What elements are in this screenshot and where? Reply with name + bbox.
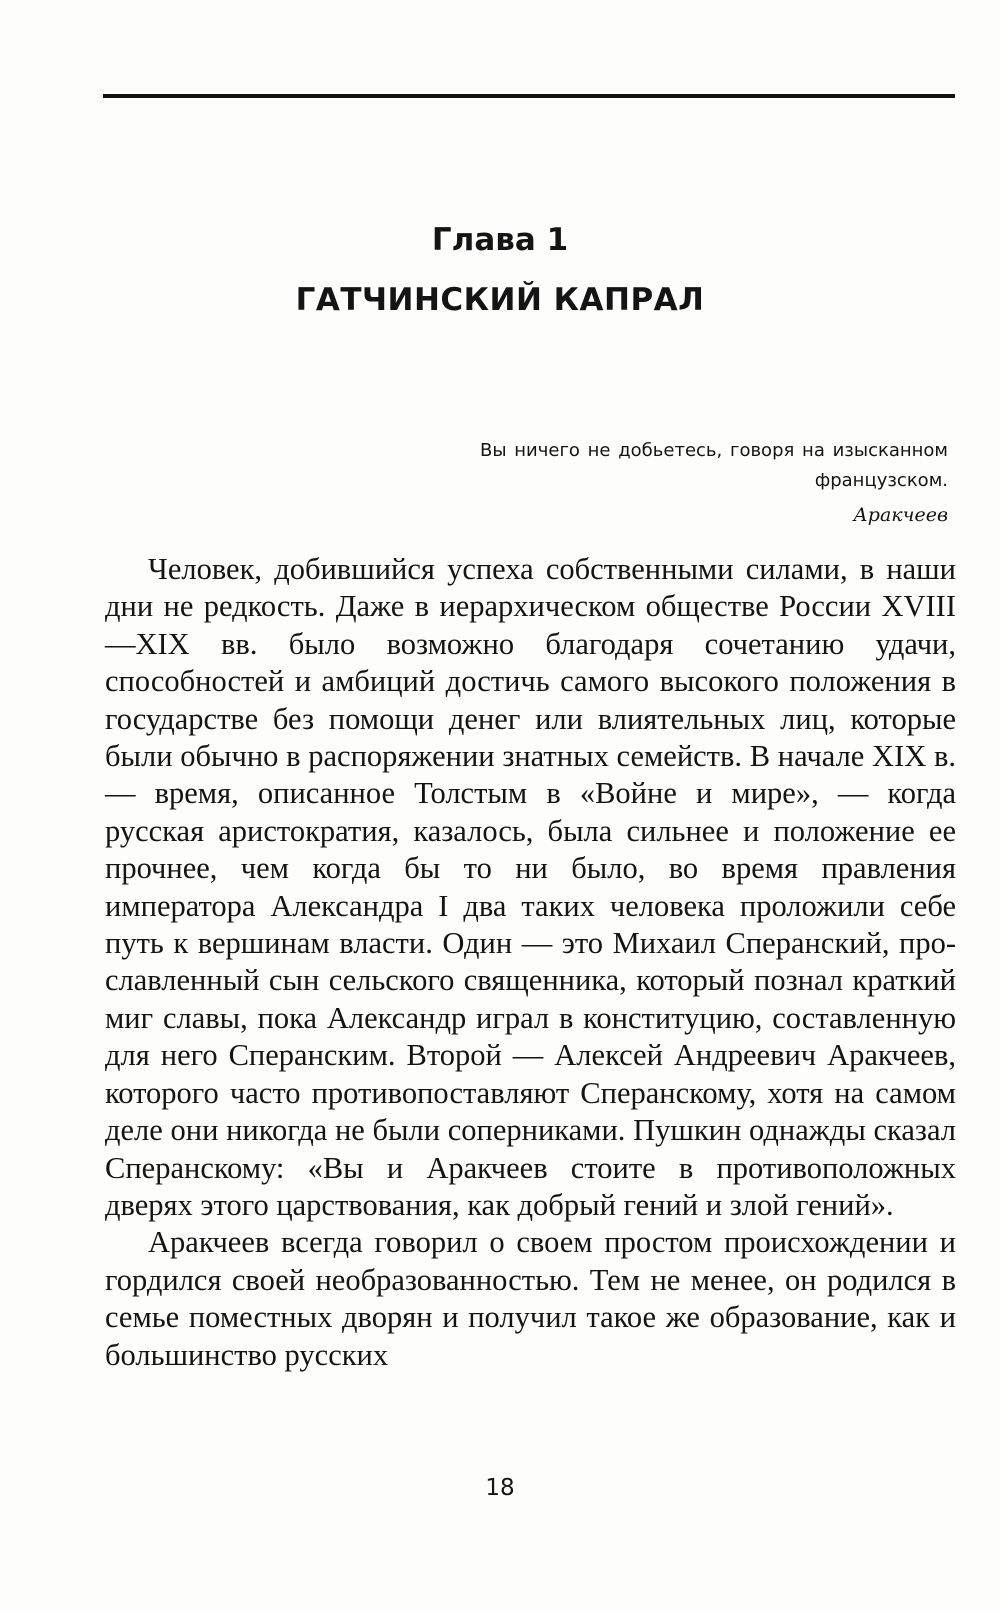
chapter-title: ГАТЧИНСКИЙ КАПРАЛ xyxy=(295,282,705,318)
body-text xyxy=(105,551,956,1374)
epigraph xyxy=(480,436,948,530)
page-number: 18 xyxy=(485,1475,515,1501)
chapter-number: Глава 1 xyxy=(431,222,569,258)
epigraph-author: Аракчеев xyxy=(853,504,948,526)
epigraph-text: Вы ничего не добьетесь, говоря на изысканном французском. xyxy=(480,440,948,491)
paragraph: Человек, добившийся успеха собственными силами, в наши дни не редкость. Даже в иерархическом обществе России XVIII—XIX вв. было возможно благодаря сочетанию удачи, способностей и амбиций достичь самого высокого положения в государстве без помощи денег или влиятельных лиц, которые были обычно в распоряжении знатных семейств. В начале XIX в. — время, описанное Толстым в «Войне и мире», — когда русская аристократия, казалось, была сильнее и положение ее прочнее, чем когда бы то ни было, во время правления императора Александра I два таких человека проложили себе путь к вершинам власти. Один — это Михаил Сперанский, прославленный сын сельского священника, который познал краткий миг славы, пока Александр играл в конституцию, составленную для него Сперанским. Второй — Алексей Андреевич Аракчеев, которого часто противопоставляют Сперанскому, хотя на самом деле они никогда не были соперниками. Пушкин однажды сказал Сперанскому: «Вы и Аракчеев стоите в противоположных дверях этого царствования, как добрый гений и злой гений». xyxy=(105,552,956,1222)
paragraph: Аракчеев всегда говорил о своем простом происхождении и гордился своей необразованностью. Тем не менее, он родился в семье поместных дворян и получил такое же образование, как и большинство русских xyxy=(105,1225,956,1372)
header-rule xyxy=(103,94,955,98)
